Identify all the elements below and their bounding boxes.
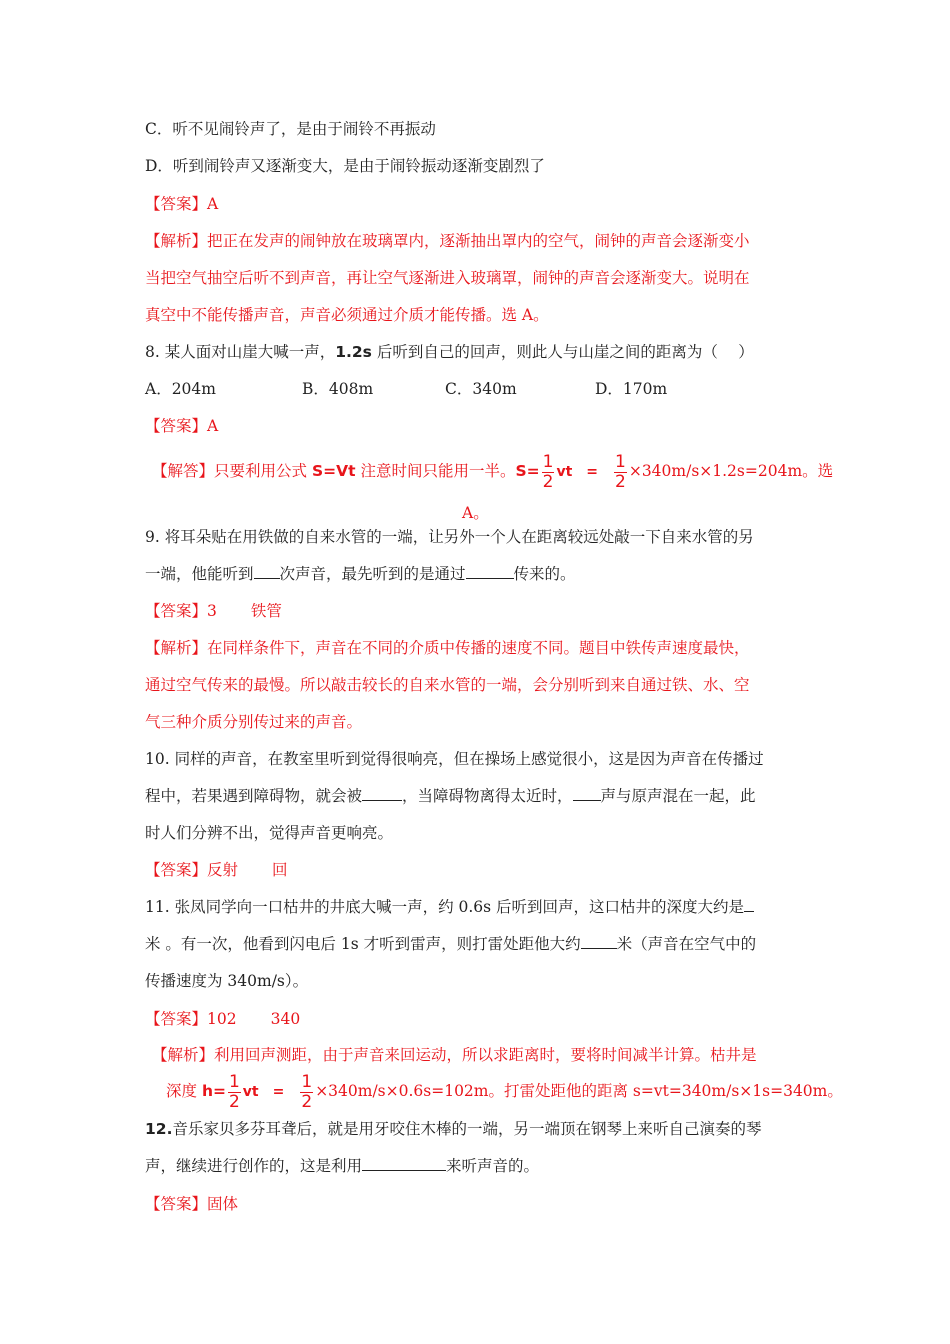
q8-solution-calc: ×340m/s×1.2s=204m。选 xyxy=(628,462,834,480)
q9-blank-2[interactable] xyxy=(466,564,514,579)
fraction-numerator: 1 xyxy=(542,451,554,472)
q10-blank-2[interactable] xyxy=(573,786,601,801)
q11-stem-line-3: 传播速度为 340m/s）。 xyxy=(145,972,309,990)
fraction-denominator: 2 xyxy=(228,1091,240,1112)
q8-solution-s: S= xyxy=(515,462,540,480)
q10-answer-1: 反射 xyxy=(207,861,239,879)
fraction-denominator: 2 xyxy=(301,1091,313,1112)
q8-solution-text: 只要利用公式 xyxy=(214,462,312,480)
q8-option-d: D．170m xyxy=(595,380,668,398)
q11-stem-2b: 米（声音在空气中的 xyxy=(616,935,757,953)
q11-analysis-2a: 深度 xyxy=(166,1082,202,1100)
q12-blank-1[interactable] xyxy=(362,1156,446,1171)
q8-option-c: C．340m xyxy=(445,380,517,398)
q11-answer-label: 【答案】 xyxy=(145,1010,208,1028)
q11-analysis-line-2 xyxy=(166,1069,843,1114)
q9-stem-line-1: 9. 将耳朵贴在用铁做的自来水管的一端，让另外一个人在距离较远处敲一下自来水管的另 xyxy=(145,528,754,546)
q8-stem-time: 1.2s xyxy=(335,343,372,361)
q9-stem-2a: 一端，他能听到 xyxy=(145,565,254,583)
q8-solution-text-2: 注意时间只能用一半。 xyxy=(355,462,516,480)
q8-solution-formula: S=Vt xyxy=(311,462,356,480)
q12-number: 12. xyxy=(145,1120,173,1138)
q9-analysis-line-2: 通过空气传来的最慢。所以敲击较长的自来水管的一端，会分别听到来自通过铁、水、空 xyxy=(145,676,750,694)
q10-blank-1[interactable] xyxy=(362,786,402,801)
q11-fraction-2 xyxy=(300,1071,313,1112)
q11-blank-1[interactable] xyxy=(744,897,754,912)
q8-fraction-2 xyxy=(614,451,627,492)
q7-answer: 【答案】A xyxy=(145,195,219,213)
q9-answer xyxy=(145,600,282,622)
q11-answer xyxy=(145,1008,300,1030)
q11-answer-2: 340 xyxy=(270,1010,301,1028)
q11-fraction-1 xyxy=(228,1071,241,1112)
q11-analysis-vt: vt = xyxy=(242,1084,299,1100)
q10-answer xyxy=(145,859,288,881)
q12-stem-line-1 xyxy=(145,1118,761,1140)
q8-stem-post: 后听到自己的回声，则此人与山崖之间的距离为（ ） xyxy=(371,343,754,361)
q11-stem-line-2 xyxy=(145,933,756,955)
q10-stem-line-1: 10. 同样的声音，在教室里听到觉得很响亮，但在操场上感觉很小，这是因为声音在传播过 xyxy=(145,750,764,768)
q8-stem-pre: 8. 某人面对山崖大喊一声， xyxy=(145,343,336,361)
q8-option-b: B．408m xyxy=(302,380,374,398)
q11-analysis-h: h= xyxy=(201,1082,226,1100)
q8-stem xyxy=(145,341,754,363)
q9-answer-1: 3 xyxy=(207,602,217,620)
q7-option-c: C．听不见闹铃声了，是由于闹铃不再振动 xyxy=(145,120,436,138)
q10-answer-label: 【答案】 xyxy=(145,861,208,879)
q10-stem-2a: 程中，若果遇到障碍物，就会被 xyxy=(145,787,363,805)
fraction-numerator: 1 xyxy=(228,1071,240,1092)
q9-blank-1[interactable] xyxy=(254,564,280,579)
fraction-numerator: 1 xyxy=(301,1071,313,1092)
q11-analysis-2b: ×340m/s×0.6s=102m。打雷处距他的距离 s=vt=340m/s×1s=340m。 xyxy=(315,1082,843,1100)
fraction-numerator: 1 xyxy=(615,451,626,472)
q8-solution-label: 【解答】 xyxy=(152,462,215,480)
q11-blank-2[interactable] xyxy=(581,934,617,949)
q11-stem-line-1 xyxy=(145,896,754,918)
q12-stem-1: 音乐家贝多芬耳聋后，就是用牙咬住木棒的一端，另一端顶在钢琴上来听自己演奏的琴 xyxy=(172,1120,762,1138)
q9-answer-label: 【答案】 xyxy=(145,602,208,620)
q10-answer-2: 回 xyxy=(272,861,288,879)
q12-stem-line-2 xyxy=(145,1155,539,1177)
q12-answer: 【答案】固体 xyxy=(145,1195,239,1213)
q9-analysis-line-3: 气三种介质分别传过来的声音。 xyxy=(145,713,363,731)
q8-solution-end: A。 xyxy=(462,504,489,522)
q8-solution-vt: vt = xyxy=(556,464,612,480)
q12-stem-2b: 来听声音的。 xyxy=(446,1157,540,1175)
q11-analysis-line-1: 【解析】利用回声测距，由于声音来回运动，所以求距离时，要将时间减半计算。枯井是 xyxy=(152,1046,757,1064)
q10-stem-line-3: 时人们分辨不出，觉得声音更响亮。 xyxy=(145,824,394,842)
q9-stem-2b: 次声音，最先听到的是通过 xyxy=(279,565,466,583)
q12-stem-2a: 声，继续进行创作的，这是利用 xyxy=(145,1157,363,1175)
q9-stem-line-2 xyxy=(145,563,576,585)
q11-stem-1a: 11. 张凤同学向一口枯井的井底大喊一声，约 0.6s 后听到回声，这口枯井的深度大约是 xyxy=(145,898,745,916)
q7-analysis-line-1: 【解析】把正在发声的闹钟放在玻璃罩内，逐渐抽出罩内的空气，闹钟的声音会逐渐变小 xyxy=(145,232,750,250)
q8-answer: 【答案】A xyxy=(145,417,219,435)
q11-stem-2a: 米 。有一次，他看到闪电后 1s 才听到雷声，则打雷处距他大约 xyxy=(145,935,581,953)
q11-answer-1: 102 xyxy=(207,1010,237,1028)
q10-stem-2b: ，当障碍物离得太近时， xyxy=(402,787,573,805)
q10-stem-2c: 声与原声混在一起，此 xyxy=(600,787,756,805)
q9-answer-2: 铁管 xyxy=(250,602,282,620)
q10-stem-line-2 xyxy=(145,785,756,807)
q9-analysis-line-1: 【解析】在同样条件下，声音在不同的介质中传播的速度不同。题目中铁传声速度最快， xyxy=(145,639,750,657)
q8-option-a: A．204m xyxy=(145,380,216,398)
q8-solution xyxy=(152,449,833,494)
q7-analysis-line-2: 当把空气抽空后听不到声音，再让空气逐渐进入玻璃罩，闹钟的声音会逐渐变大。说明在 xyxy=(145,269,750,287)
fraction-denominator: 2 xyxy=(542,471,554,492)
q7-analysis-line-3: 真空中不能传播声音，声音必须通过介质才能传播。选 A。 xyxy=(145,306,549,324)
q9-stem-2c: 传来的。 xyxy=(513,565,576,583)
fraction-denominator: 2 xyxy=(615,471,626,492)
q8-fraction-1 xyxy=(542,451,555,492)
q7-option-d: D．听到闹铃声又逐渐变大，是由于闹铃振动逐渐变剧烈了 xyxy=(145,157,545,175)
